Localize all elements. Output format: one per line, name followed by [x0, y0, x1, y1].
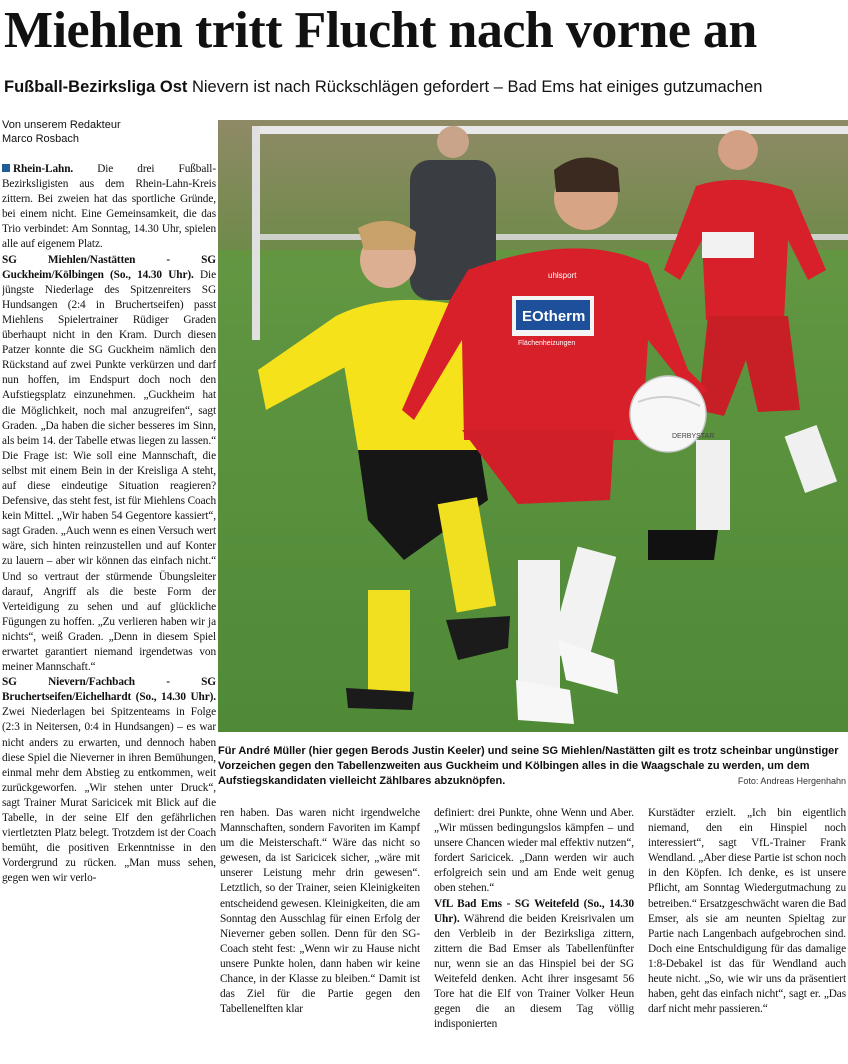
subheadline-text: Nievern ist nach Rückschlägen gefordert – Bad Ems hat einiges gutzumachen [191, 78, 763, 96]
column-2-text: ren haben. Das waren nicht irgendwelche Mannschaften, sondern Favoriten im Kampf um die Meisterschaft.“ Wäre das nicht so gewesen, da ist Saricicek sicher, „wäre mit unserer Leistung mehr drin gewesen“. Letztlich, so der Trainer, seien Kleinigkeiten entscheidend gewesen. Kleinigkeiten, die am Sonntag den Ausschlag für einen Erfolg der Nieverner geben sollen. Denn für den SG-Coach steht fest: „Wenn wir zu Hause nicht unsere Punkte holen, dann haben wir keine Chance, in der Klasse zu bleiben.“ Damit ist das Ziel für die Partie gegen den Tabellenelften klar [220, 807, 420, 1016]
section-heading-bad-ems: VfL Bad Ems - SG Weitefeld (So., 14.30 Uhr). [434, 897, 634, 925]
section-heading-nievern: SG Nievern/Fachbach - SG Bruchertseifen/Eichelhardt (So., 14.30 Uhr). [2, 676, 216, 704]
column-3-text-b: Während die beiden Kreisrivalen um den Verbleib in der Bezirksliga zittern, zittern die Bad Emser als Tabellenfünfter nur, wenn sie an das Hinspiel bei der SG Weitefeld denken. Acht ihrer insgesamt 56 Tore hat die Elf von Trainer Volker Heun gegen die an diesem Tag völlig indisponierten [434, 912, 634, 1031]
column-4-text: Kurstädter erzielt. „Ich bin eigentlich niemand, den ein Hinspiel noch interessiert“, sagt VfL-Trainer Frank Wendland. „Aber diese Partie ist schon noch in den Köpfen. Ich denke, es ist unsere Pflicht, am Sonntag Wiedergutmachung zu betreiben.“ Ersatzgeschwächt waren die Bad Emser, als sie am neunten Spieltag zur Partie nach Langenbach aufgebrochen sind. Doch eine Entschuldigung für das damalige 1:8-Debakel ist das für Wendland auch heute nicht. „So, wie wir uns da präsentiert haben, geht das einfach nicht“, sagt er. „Das darf nicht mehr passieren.“ [648, 807, 846, 1016]
column-3-text-a: definiert: drei Punkte, ohne Wenn und Aber. „Wir müssen bedingungslos kämpfen – und unsere Chancen wieder mal effektiv nutzen“, fordert Saricicek. „Dann werden wir auch erfolgreich sein und am Ende weit genug oben stehen.“ [434, 807, 634, 895]
dateline-marker-icon [2, 164, 10, 172]
section-text-miehlen: Die jüngste Niederlage des Spitzenreiters SG Hundsangen (2:4 in Bruchertseifen) passt Miehlens Spielertrainer Rüdiger Graden überhaupt nicht in den Kram. Durch diesen Patzer konnte die SG Guckheim nämlich den Rückstand auf zwei Punkte verkürzen und darf nun hoffen, im Endspurt doch noch den Aufstiegsplatz einzunehmen. „Guckheim hat die Möglichkeit, noch mal anzugreifen“, sagt Graden. „Da haben die sicher besseres im Sinn, als beim 14. der Tabelle etwas liegen zu lassen.“ Die Frage ist: Wie soll eine Mannschaft, die selbst mit einem Bein in der Kreisliga A steht, auf diese eindeutige Situation reagieren? Defensive, das steht fest, ist für Miehlens Coach kein Mittel. „Wir haben 54 Gegentore kassiert“, sagt Graden. „Auch wenn es einen Versuch wert wäre, sich hinten reinzustellen und auf Konter zu lauern – aber wir können das einfach nicht.“ Und so vertraut der stürmende Übungsleiter darauf, Angriff als die beste Form der Verteidigung zu sehen und auf glückliche Fügungen zu hoffen. „Zu verlieren haben wir ja nichts“, weiß Graden. „Denn in diesem Spiel erwartet garantiert niemand irgendetwas von meiner Mannschaft.“ [2, 268, 216, 674]
photo-caption: Für André Müller (hier gegen Berods Justin Keeler) und seine SG Miehlen/Nastätten gilt es trotz scheinbar ungünstiger Vorzeichen gegen den Tabellenzweiten aus Guckheim und Kölbingen alles in die Waagschale zu werden, um dem Aufstiegskandidaten vielleicht Zählbares abzuknöpfen. [218, 745, 839, 787]
article-column-1 [2, 162, 216, 1058]
match-photo [218, 120, 848, 732]
match-photo-illustration [218, 120, 848, 732]
article-column-4 [648, 806, 846, 1058]
section-bad-ems [434, 897, 634, 1033]
section-text-nievern: Zwei Niederlagen bei Spitzenteams in Folge (2:3 in Neitersen, 0:4 in Hundsangen) – es war nicht anders zu erwarten, und dennoch haben diese Spiel die Nieverner in ihren Bemühungen, einmal mehr dem Abstieg zu entkommen, weit zurückgeworfen. „Wir stehen unter Druck“, sagt Trainer Murat Saricicek mit Blick auf die Tabelle, in der seine Elf den gefährlichen viertletzten Platz belegt. Trotzdem ist der Coach bemüht, die positiven Erkenntnisse in den Vordergrund zu rücken. „Man muss sehen, gegen wen wir verlo- [2, 706, 216, 885]
subheadline-kicker: Fußball-Bezirksliga Ost [4, 78, 188, 96]
article-column-2 [220, 806, 420, 1058]
section-heading-miehlen: SG Miehlen/Nastätten - SG Guckheim/Kölbingen (So., 14.30 Uhr). [2, 253, 216, 281]
dateline: Rhein-Lahn. [13, 163, 74, 175]
article-column-3 [434, 806, 634, 1058]
jersey-brand: uhlsport [548, 271, 577, 280]
ball-label: DERBYSTAR [672, 433, 715, 440]
section-miehlen [2, 253, 216, 676]
intro-paragraph: Die drei Fußball-Bezirksligisten aus dem Rhein-Lahn-Kreis zittern. Bei zweien hat das sportliche Gründe, bei einem nicht. Eine Gemeinsamkeit, die das Trio verbindet: Am Sonntag, 14.30 Uhr, spielen alle auf eigenem Platz. [2, 163, 216, 251]
jersey-sponsor: EOtherm [522, 308, 586, 325]
photo-credit: Foto: Andreas Hergenhahn [737, 776, 846, 786]
byline-role: Von unserem Redakteur [2, 119, 121, 131]
jersey-sponsor-sub: Flächenheizungen [518, 340, 576, 347]
article-intro [2, 162, 216, 253]
section-nievern [2, 675, 216, 886]
byline [2, 118, 212, 146]
headline: Miehlen tritt Flucht nach vorne an [4, 2, 757, 59]
byline-author: Marco Rosbach [2, 133, 80, 145]
subheadline [4, 76, 848, 98]
